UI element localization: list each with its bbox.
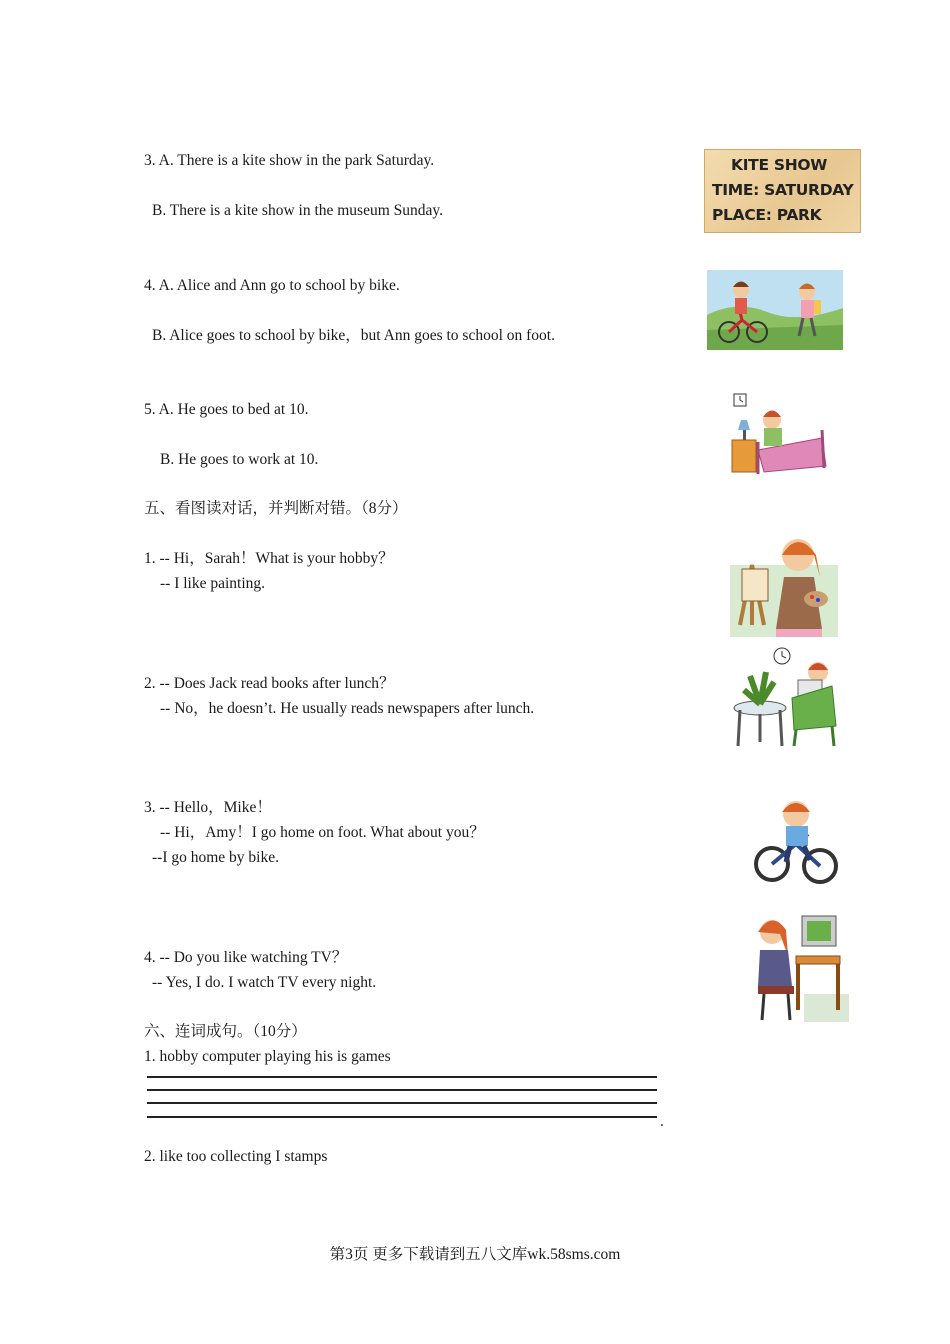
dialog-3-line-2: -- Hi，Amy！I go home on foot. What about you？ — [160, 824, 485, 841]
dialog-3-line-3: --I go home by bike. — [152, 849, 279, 866]
q5-option-a: 5. A. He goes to bed at 10. — [144, 401, 309, 418]
sentence-2-words: 2. like too collecting I stamps — [144, 1148, 328, 1165]
girl-reading-newspaper-image — [732, 646, 838, 750]
dialog-1-line-2: -- I like painting. — [160, 575, 266, 592]
section-6-heading: 六、连词成句。（10分） — [144, 1023, 307, 1040]
q4-option-b: B. Alice goes to school by bike，but Ann goes to school on foot. — [152, 327, 555, 344]
dialog-2-line-1: 2. -- Does Jack read books after lunch？ — [144, 675, 395, 692]
q5-option-b: B. He goes to work at 10. — [160, 451, 319, 468]
children-walking-and-biking-image — [707, 270, 843, 350]
kite-show-sign — [704, 149, 861, 233]
q3-option-a: 3. A. There is a kite show in the park Saturday. — [144, 152, 435, 169]
answer-line-3 — [147, 1102, 657, 1104]
boy-riding-bike-image — [752, 794, 840, 888]
sign-line-3: PLACE: PARK — [712, 206, 822, 224]
sentence-1-words: 1. hobby computer playing his is games — [144, 1048, 391, 1065]
page-footer: 第3页 更多下载请到五八文库wk.58sms.com — [329, 1246, 621, 1263]
boy-in-bed-image — [728, 390, 830, 476]
section-5-heading: 五、看图读对话，并判断对错。（8分） — [144, 500, 408, 517]
dialog-3-line-1: 3. -- Hello，Mike！ — [144, 799, 272, 816]
dialog-4-line-2: -- Yes, I do. I watch TV every night. — [152, 974, 377, 991]
sign-line-1: KITE SHOW — [731, 156, 828, 174]
dialog-2-line-2: -- No，he doesn’t. He usually reads newspapers after lunch. — [160, 700, 535, 717]
sentence-1-period: . — [660, 1113, 664, 1130]
girl-painting-image — [730, 525, 838, 637]
answer-line-2 — [147, 1089, 657, 1091]
q4-option-a: 4. A. Alice and Ann go to school by bike. — [144, 277, 400, 294]
sign-line-2: TIME: SATURDAY — [712, 181, 854, 199]
q3-option-b: B. There is a kite show in the museum Sunday. — [152, 202, 444, 219]
answer-line-1 — [147, 1076, 657, 1078]
dialog-1-line-1: 1. -- Hi，Sarah！What is your hobby？ — [144, 550, 394, 567]
dialog-4-line-1: 4. -- Do you like watching TV？ — [144, 949, 348, 966]
answer-line-4 — [147, 1116, 657, 1118]
girl-at-computer-image — [754, 910, 849, 1022]
